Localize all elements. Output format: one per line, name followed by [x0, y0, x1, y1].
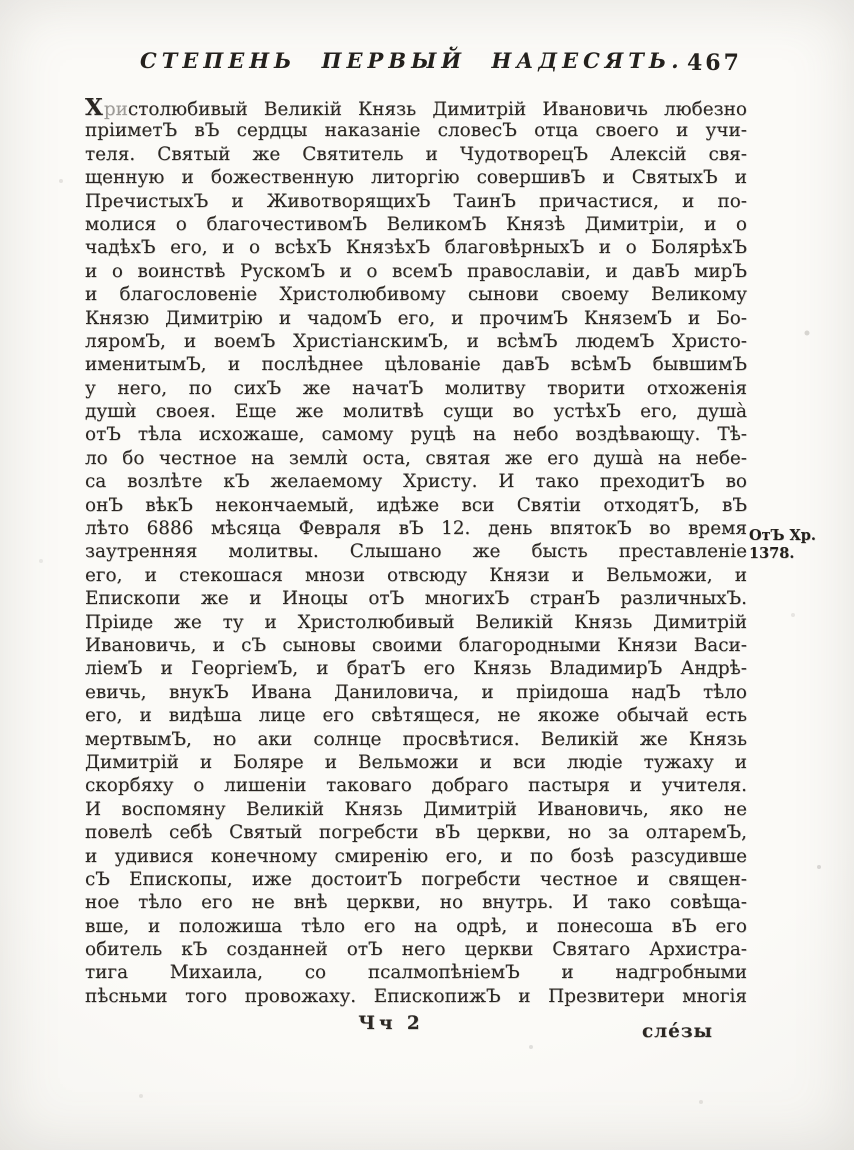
text-line: вше, и положиша тѣло его на одрѣ, и понесоша вЪ его: [85, 915, 747, 937]
text-line: лѣто 6886 мѣсяца Февраля вЪ 12. день впятокЪ во время: [85, 518, 747, 540]
text-line: тига Михаила, со псалмопѣніемЪ и надгробными: [85, 962, 747, 984]
text-line: Димитрій и Боляре и Вельможи и вси людіе тужаху и: [85, 751, 747, 773]
catchword: сле́зы: [641, 1021, 713, 1042]
text-line: Христолюбивый Великій Князь Димитрій Ивановичь любезно: [85, 94, 747, 121]
text-line: повелѣ себѣ Святый погребсти вЪ церкви, но за олтаремЪ,: [85, 822, 747, 844]
text-line: теля. Святый же Святитель и ЧудотворецЪ Алексій свя-: [85, 143, 747, 165]
body-text: [85, 96, 747, 1008]
page-footer: [85, 1011, 747, 1045]
text-line: ліемЪ и ГеоргіемЪ, и братЪ его Князь ВладимирЪ Андрѣ-: [85, 658, 747, 680]
text-line: отЪ тѣла исхожаше, самому руцѣ на небо воздѣвающу. Тѣ-: [85, 424, 747, 446]
text-line: Пріиде же ту и Христолюбивый Великій Князь Димитрій: [85, 611, 747, 633]
text-line: обитель кЪ созданней отЪ него церкви Святаго Архистра-: [85, 939, 747, 961]
faint-letters: ри: [103, 99, 128, 120]
text-line: молися о благочестивомЪ ВеликомЪ Князѣ Димитріи, и о: [85, 213, 747, 235]
text-line: са возлѣте кЪ желаемому Христу. И тако преходитЪ во: [85, 471, 747, 493]
text-line: ляромЪ, и воемЪ ХристіанскимЪ, и всѣмЪ людемЪ Христо-: [85, 330, 747, 352]
margin-note-era: ОтЪ Хр.: [749, 527, 816, 544]
text-line: и удивися конечному смиренію его, и по бозѣ разсудивше: [85, 845, 747, 867]
text-line: Ивановичь, и сЪ сыновы своими благородными Князи Васи-: [85, 634, 747, 656]
text-line: пѣсньми того провожаху. ЕпископижЪ и Презвитери многія: [85, 985, 747, 1007]
text-line: и благословеніе Христолюбивому сынови своему Великому: [85, 284, 747, 306]
text-line: мертвымЪ, но аки солнце просвѣтися. Великій же Князь: [85, 728, 747, 750]
text-line: скорбяху о лишеніи таковаго добраго пастыря и учителя.: [85, 775, 747, 797]
text-line: именитымЪ, и послѣднее цѣлованіе давЪ всѣмЪ бывшимЪ: [85, 354, 747, 376]
quire-signature: Чч 2: [358, 1013, 424, 1034]
text-line: у него, по сихЪ же начатЪ молитву творити отхоженія: [85, 377, 747, 399]
text-line: его, и видѣша лице его свѣтящеся, не якоже обычай есть: [85, 705, 747, 727]
text-line: заутренняя молитвы. Слышано же бысть преставленіе: [85, 541, 747, 563]
text-line: его, и стекошася мнози отвсюду Князи и Вельможи, и: [85, 564, 747, 586]
text-line: ло бо честное на землѝ оста, святая же его душа̀ на небе-: [85, 447, 747, 469]
scan-speckles: [0, 0, 2, 2]
margin-note: [749, 527, 816, 563]
text-line: ное тѣло его не внѣ церкви, но внутрь. И тако совѣща-: [85, 892, 747, 914]
text-line: ПречистыхЪ и ЖивотворящихЪ ТаинЪ причастися, и по-: [85, 190, 747, 212]
text-line: пріиметЪ вЪ сердцы наказаніе словесЪ отца своего и учи-: [85, 120, 747, 142]
text-line: Князю Димитрію и чадомЪ его, и прочимЪ КняземЪ и Бо-: [85, 307, 747, 329]
margin-note-year: 1378.: [749, 545, 795, 562]
text-line: и о воинствѣ РускомЪ и о всемЪ православіи, и давЪ мирЪ: [85, 260, 747, 282]
text-line: онЪ вѣкЪ некончаемый, идѣже вси Святіи отходятЪ, вЪ: [85, 494, 747, 516]
text-line: сЪ Епископы, иже достоитЪ погребсти честное и священ-: [85, 868, 747, 890]
text-line: евичь, внукЪ Ивана Даниловича, и пріидоша надЪ тѣло: [85, 681, 747, 703]
text-line: чадѣхЪ его, и о всѣхЪ КнязѣхЪ благовѣрныхЪ и о БолярѣхЪ: [85, 237, 747, 259]
text-line: душѝ своея. Еще же молитвѣ сущи во устѣхЪ его, душа̀: [85, 401, 747, 423]
page-title: СТЕПЕНЬ ПЕРВЫЙ НАДЕСЯТЬ.: [140, 48, 684, 73]
text-line: щенную и божественную литоргію совершивЪ и СвятыхЪ и: [85, 167, 747, 189]
page-number: 467: [687, 50, 742, 76]
drop-initial: Х: [85, 94, 104, 121]
text-line: И воспомяну Великій Князь Димитрій Ивановичь, яко не: [85, 798, 747, 820]
text-line: Епископи же и Иноцы отЪ многихЪ странЪ различныхЪ.: [85, 588, 747, 610]
